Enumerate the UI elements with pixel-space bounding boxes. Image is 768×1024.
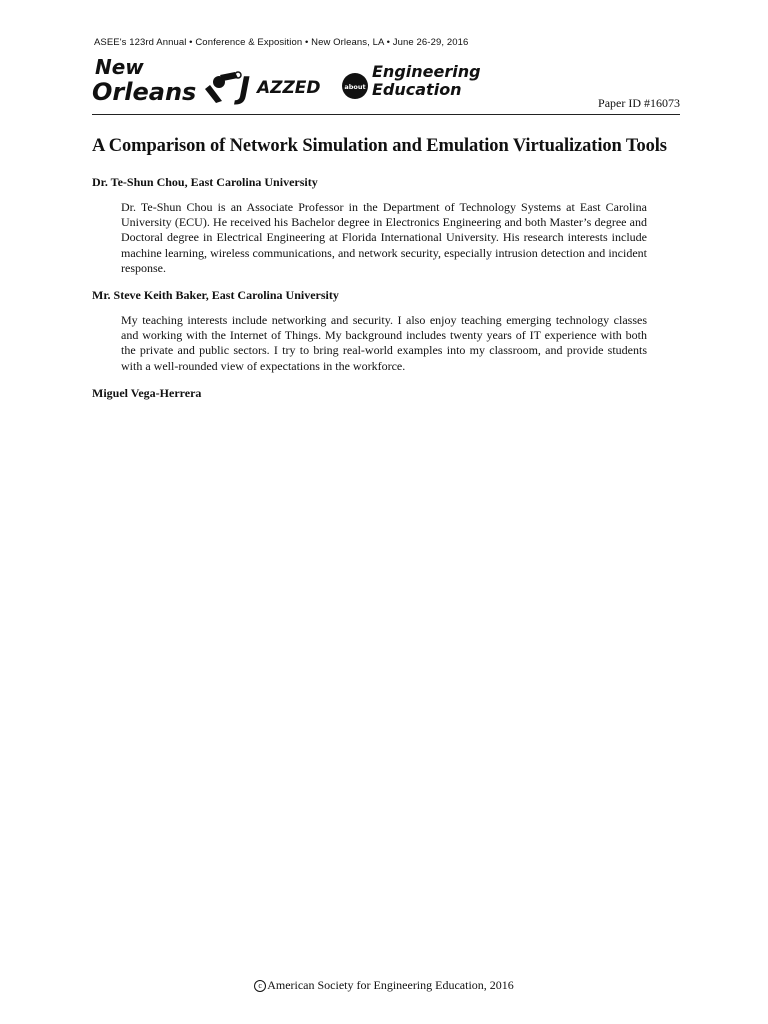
copyright-icon: c (254, 980, 266, 992)
paper-title: A Comparison of Network Simulation and Emulation Virtualization Tools (92, 136, 667, 156)
logo-word-orleans: Orleans (92, 78, 197, 105)
logo-word-engineering: Engineering (372, 62, 481, 81)
footer-text: American Society for Engineering Education, 2016 (267, 978, 514, 992)
logo-word-jazzed-initial: J (239, 71, 251, 105)
trumpet-player-icon (205, 72, 241, 103)
author-name-3: Miguel Vega-Herrera (92, 386, 202, 400)
header-divider (92, 114, 680, 115)
conference-logo (92, 55, 492, 105)
about-badge-icon (342, 73, 368, 99)
author-bio-1: Dr. Te-Shun Chou is an Associate Professor in the Department of Technology Systems at East Carolina University (ECU). He received his Bachelor degree in Electronics Engineering and both Master’s degree and Doctoral degree in Electrical Engineering at Florida International University. His research interests include machine learning, wireless communications, and network security, especially intrusion detection and incident response. (121, 200, 647, 275)
author-name-2: Mr. Steve Keith Baker, East Carolina University (92, 288, 339, 302)
paper-id: Paper ID #16073 (598, 96, 680, 110)
author-name-1: Dr. Te-Shun Chou, East Carolina University (92, 175, 318, 189)
logo-badge-text: about (344, 83, 366, 91)
logo-word-new: New (95, 55, 144, 79)
logo-word-jazzed: AZZED (257, 78, 321, 98)
author-bio-2: My teaching interests include networking and security. I also enjoy teaching emerging technology classes and working with the Internet of Things. My background includes twenty years of IT experience with both the private and public sectors. I try to bring real-world examples into my classroom, and provide students with a well-rounded view of expectations in the workforce. (121, 313, 647, 373)
logo-word-education: Education (372, 80, 462, 99)
page-footer (0, 978, 768, 993)
conference-header: ASEE's 123rd Annual • Conference & Exposition • New Orleans, LA • June 26-29, 2016 (94, 37, 469, 48)
